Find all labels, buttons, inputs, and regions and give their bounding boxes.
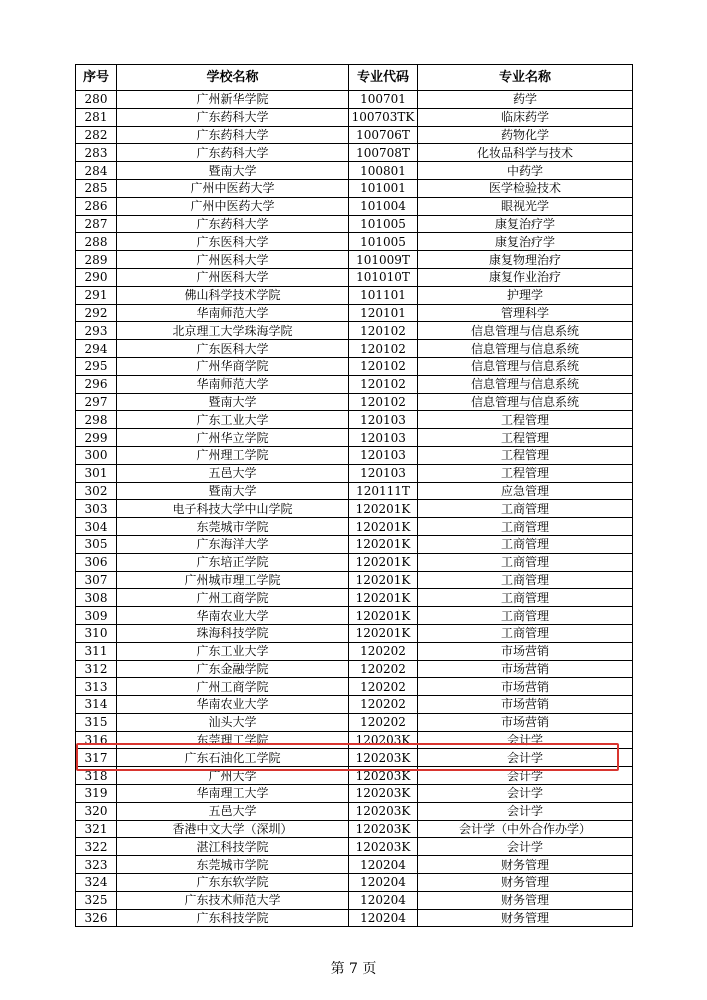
cell-seq: 320 bbox=[76, 802, 117, 820]
table-row bbox=[76, 874, 633, 892]
cell-school-name: 广州华立学院 bbox=[117, 429, 349, 447]
table-row bbox=[76, 375, 633, 393]
cell-major-code: 120204 bbox=[349, 856, 418, 874]
cell-school-name: 广东东软学院 bbox=[117, 874, 349, 892]
cell-major-name: 市场营销 bbox=[418, 660, 633, 678]
cell-school-name: 东莞城市学院 bbox=[117, 856, 349, 874]
cell-seq: 310 bbox=[76, 624, 117, 642]
cell-seq: 284 bbox=[76, 162, 117, 180]
cell-major-name: 工程管理 bbox=[418, 411, 633, 429]
cell-major-code: 101001 bbox=[349, 179, 418, 197]
table-row bbox=[76, 820, 633, 838]
cell-school-name: 广东工业大学 bbox=[117, 411, 349, 429]
table-row bbox=[76, 642, 633, 660]
cell-major-code: 101004 bbox=[349, 197, 418, 215]
table-row bbox=[76, 144, 633, 162]
cell-seq: 312 bbox=[76, 660, 117, 678]
cell-school-name: 华南师范大学 bbox=[117, 375, 349, 393]
cell-major-name: 应急管理 bbox=[418, 482, 633, 500]
cell-major-code: 100701 bbox=[349, 91, 418, 109]
cell-seq: 300 bbox=[76, 446, 117, 464]
cell-seq: 323 bbox=[76, 856, 117, 874]
cell-seq: 319 bbox=[76, 785, 117, 803]
cell-school-name: 广东药科大学 bbox=[117, 108, 349, 126]
table-row bbox=[76, 856, 633, 874]
cell-major-name: 工商管理 bbox=[418, 624, 633, 642]
table-row bbox=[76, 713, 633, 731]
cell-major-name: 康复治疗学 bbox=[418, 233, 633, 251]
cell-school-name: 广东海洋大学 bbox=[117, 535, 349, 553]
cell-seq: 307 bbox=[76, 571, 117, 589]
table-row bbox=[76, 304, 633, 322]
cell-major-code: 120201K bbox=[349, 500, 418, 518]
cell-major-name: 信息管理与信息系统 bbox=[418, 357, 633, 375]
table-row bbox=[76, 464, 633, 482]
cell-major-name: 工商管理 bbox=[418, 589, 633, 607]
admissions-table bbox=[75, 64, 633, 927]
cell-major-name: 工商管理 bbox=[418, 553, 633, 571]
cell-major-name: 财务管理 bbox=[418, 874, 633, 892]
cell-major-name: 康复作业治疗 bbox=[418, 268, 633, 286]
cell-school-name: 广州医科大学 bbox=[117, 251, 349, 269]
cell-major-code: 120201K bbox=[349, 571, 418, 589]
cell-school-name: 汕头大学 bbox=[117, 713, 349, 731]
cell-seq: 303 bbox=[76, 500, 117, 518]
cell-seq: 305 bbox=[76, 535, 117, 553]
table-row bbox=[76, 909, 633, 927]
cell-school-name: 湛江科技学院 bbox=[117, 838, 349, 856]
cell-major-code: 120102 bbox=[349, 393, 418, 411]
cell-major-code: 120204 bbox=[349, 891, 418, 909]
cell-major-name: 市场营销 bbox=[418, 642, 633, 660]
header-school-name: 学校名称 bbox=[117, 65, 349, 91]
cell-seq: 283 bbox=[76, 144, 117, 162]
table-row bbox=[76, 286, 633, 304]
cell-school-name: 广东培正学院 bbox=[117, 553, 349, 571]
table-row bbox=[76, 749, 633, 767]
cell-school-name: 广东药科大学 bbox=[117, 144, 349, 162]
cell-major-code: 120202 bbox=[349, 696, 418, 714]
cell-school-name: 广东医科大学 bbox=[117, 233, 349, 251]
cell-school-name: 广东工业大学 bbox=[117, 642, 349, 660]
table-row bbox=[76, 126, 633, 144]
cell-school-name: 广东技术师范大学 bbox=[117, 891, 349, 909]
cell-major-name: 财务管理 bbox=[418, 891, 633, 909]
cell-major-name: 财务管理 bbox=[418, 909, 633, 927]
cell-seq: 321 bbox=[76, 820, 117, 838]
cell-school-name: 广州新华学院 bbox=[117, 91, 349, 109]
cell-seq: 308 bbox=[76, 589, 117, 607]
cell-major-code: 120201K bbox=[349, 624, 418, 642]
cell-school-name: 暨南大学 bbox=[117, 393, 349, 411]
cell-seq: 286 bbox=[76, 197, 117, 215]
table-row bbox=[76, 553, 633, 571]
cell-school-name: 广州医科大学 bbox=[117, 268, 349, 286]
cell-major-name: 临床药学 bbox=[418, 108, 633, 126]
table-row bbox=[76, 838, 633, 856]
cell-major-name: 会计学 bbox=[418, 802, 633, 820]
cell-school-name: 广东药科大学 bbox=[117, 215, 349, 233]
cell-seq: 294 bbox=[76, 340, 117, 358]
cell-major-name: 会计学 bbox=[418, 767, 633, 785]
table-row bbox=[76, 411, 633, 429]
cell-seq: 297 bbox=[76, 393, 117, 411]
table-row bbox=[76, 215, 633, 233]
cell-major-name: 药物化学 bbox=[418, 126, 633, 144]
cell-seq: 318 bbox=[76, 767, 117, 785]
cell-major-code: 101009T bbox=[349, 251, 418, 269]
cell-seq: 301 bbox=[76, 464, 117, 482]
cell-seq: 326 bbox=[76, 909, 117, 927]
cell-major-name: 康复物理治疗 bbox=[418, 251, 633, 269]
table-row bbox=[76, 535, 633, 553]
cell-seq: 322 bbox=[76, 838, 117, 856]
cell-major-code: 120201K bbox=[349, 535, 418, 553]
cell-school-name: 广州中医药大学 bbox=[117, 197, 349, 215]
cell-major-code: 120202 bbox=[349, 642, 418, 660]
cell-major-name: 市场营销 bbox=[418, 696, 633, 714]
cell-major-code: 120203K bbox=[349, 838, 418, 856]
cell-major-name: 市场营销 bbox=[418, 678, 633, 696]
cell-major-code: 120201K bbox=[349, 589, 418, 607]
table-row bbox=[76, 500, 633, 518]
cell-school-name: 广州城市理工学院 bbox=[117, 571, 349, 589]
table-row bbox=[76, 162, 633, 180]
cell-major-code: 100708T bbox=[349, 144, 418, 162]
cell-major-name: 工程管理 bbox=[418, 464, 633, 482]
table-row bbox=[76, 660, 633, 678]
cell-major-name: 市场营销 bbox=[418, 713, 633, 731]
table-header-row bbox=[76, 65, 633, 91]
cell-major-name: 工商管理 bbox=[418, 607, 633, 625]
table-row bbox=[76, 393, 633, 411]
table-row bbox=[76, 624, 633, 642]
cell-major-code: 120203K bbox=[349, 731, 418, 749]
cell-school-name: 广东石油化工学院 bbox=[117, 749, 349, 767]
cell-major-code: 120202 bbox=[349, 713, 418, 731]
cell-major-name: 会计学（中外合作办学） bbox=[418, 820, 633, 838]
table-row bbox=[76, 340, 633, 358]
cell-seq: 296 bbox=[76, 375, 117, 393]
cell-major-name: 工商管理 bbox=[418, 535, 633, 553]
cell-seq: 293 bbox=[76, 322, 117, 340]
cell-major-name: 信息管理与信息系统 bbox=[418, 375, 633, 393]
cell-major-code: 120203K bbox=[349, 785, 418, 803]
table-row bbox=[76, 233, 633, 251]
table-row bbox=[76, 251, 633, 269]
table-row bbox=[76, 785, 633, 803]
cell-major-code: 100706T bbox=[349, 126, 418, 144]
cell-seq: 304 bbox=[76, 518, 117, 536]
cell-major-name: 信息管理与信息系统 bbox=[418, 340, 633, 358]
cell-seq: 325 bbox=[76, 891, 117, 909]
cell-school-name: 香港中文大学（深圳） bbox=[117, 820, 349, 838]
cell-seq: 295 bbox=[76, 357, 117, 375]
cell-school-name: 东莞城市学院 bbox=[117, 518, 349, 536]
cell-seq: 314 bbox=[76, 696, 117, 714]
cell-school-name: 佛山科学技术学院 bbox=[117, 286, 349, 304]
cell-school-name: 广州工商学院 bbox=[117, 589, 349, 607]
table-row bbox=[76, 357, 633, 375]
cell-school-name: 珠海科技学院 bbox=[117, 624, 349, 642]
header-seq: 序号 bbox=[76, 65, 117, 91]
cell-major-code: 100703TK bbox=[349, 108, 418, 126]
cell-seq: 291 bbox=[76, 286, 117, 304]
cell-seq: 315 bbox=[76, 713, 117, 731]
cell-major-name: 工商管理 bbox=[418, 518, 633, 536]
table-row bbox=[76, 91, 633, 109]
table-row bbox=[76, 607, 633, 625]
cell-major-code: 120103 bbox=[349, 429, 418, 447]
cell-school-name: 华南农业大学 bbox=[117, 696, 349, 714]
cell-seq: 289 bbox=[76, 251, 117, 269]
cell-major-code: 120203K bbox=[349, 749, 418, 767]
cell-major-name: 信息管理与信息系统 bbox=[418, 393, 633, 411]
cell-school-name: 北京理工大学珠海学院 bbox=[117, 322, 349, 340]
table-row bbox=[76, 571, 633, 589]
cell-major-code: 101101 bbox=[349, 286, 418, 304]
cell-major-code: 100801 bbox=[349, 162, 418, 180]
cell-seq: 316 bbox=[76, 731, 117, 749]
cell-school-name: 广东科技学院 bbox=[117, 909, 349, 927]
cell-major-name: 中药学 bbox=[418, 162, 633, 180]
cell-seq: 288 bbox=[76, 233, 117, 251]
cell-school-name: 五邑大学 bbox=[117, 464, 349, 482]
cell-major-name: 工商管理 bbox=[418, 500, 633, 518]
cell-major-name: 管理科学 bbox=[418, 304, 633, 322]
cell-major-code: 120102 bbox=[349, 340, 418, 358]
cell-seq: 292 bbox=[76, 304, 117, 322]
cell-school-name: 广州理工学院 bbox=[117, 446, 349, 464]
cell-major-code: 101010T bbox=[349, 268, 418, 286]
table-row bbox=[76, 891, 633, 909]
cell-major-code: 120203K bbox=[349, 767, 418, 785]
cell-major-name: 工程管理 bbox=[418, 446, 633, 464]
cell-major-name: 化妆品科学与技术 bbox=[418, 144, 633, 162]
table-row bbox=[76, 108, 633, 126]
table-row bbox=[76, 429, 633, 447]
table-row bbox=[76, 678, 633, 696]
cell-major-code: 120103 bbox=[349, 411, 418, 429]
table-row bbox=[76, 446, 633, 464]
cell-seq: 299 bbox=[76, 429, 117, 447]
cell-major-code: 120201K bbox=[349, 607, 418, 625]
cell-school-name: 华南师范大学 bbox=[117, 304, 349, 322]
table-row bbox=[76, 197, 633, 215]
table-row bbox=[76, 268, 633, 286]
table-row bbox=[76, 589, 633, 607]
table-row bbox=[76, 179, 633, 197]
cell-major-code: 120204 bbox=[349, 874, 418, 892]
cell-school-name: 广东金融学院 bbox=[117, 660, 349, 678]
cell-seq: 302 bbox=[76, 482, 117, 500]
cell-major-name: 财务管理 bbox=[418, 856, 633, 874]
cell-seq: 309 bbox=[76, 607, 117, 625]
page-number: 第 7 页 bbox=[330, 961, 377, 977]
cell-seq: 298 bbox=[76, 411, 117, 429]
header-major-name: 专业名称 bbox=[418, 65, 633, 91]
cell-major-code: 120102 bbox=[349, 322, 418, 340]
cell-school-name: 广东药科大学 bbox=[117, 126, 349, 144]
cell-school-name: 电子科技大学中山学院 bbox=[117, 500, 349, 518]
cell-major-name: 护理学 bbox=[418, 286, 633, 304]
cell-major-name: 会计学 bbox=[418, 838, 633, 856]
cell-major-code: 120111T bbox=[349, 482, 418, 500]
cell-seq: 281 bbox=[76, 108, 117, 126]
cell-major-name: 会计学 bbox=[418, 731, 633, 749]
cell-major-name: 药学 bbox=[418, 91, 633, 109]
cell-major-code: 120203K bbox=[349, 802, 418, 820]
table-row bbox=[76, 802, 633, 820]
cell-school-name: 广州中医药大学 bbox=[117, 179, 349, 197]
cell-school-name: 广州工商学院 bbox=[117, 678, 349, 696]
cell-seq: 280 bbox=[76, 91, 117, 109]
cell-major-code: 120201K bbox=[349, 518, 418, 536]
cell-school-name: 东莞理工学院 bbox=[117, 731, 349, 749]
cell-major-code: 120102 bbox=[349, 375, 418, 393]
cell-major-name: 眼视光学 bbox=[418, 197, 633, 215]
cell-major-code: 120103 bbox=[349, 464, 418, 482]
cell-seq: 282 bbox=[76, 126, 117, 144]
cell-school-name: 广州华商学院 bbox=[117, 357, 349, 375]
cell-major-name: 会计学 bbox=[418, 749, 633, 767]
cell-school-name: 华南理工大学 bbox=[117, 785, 349, 803]
header-major-code: 专业代码 bbox=[349, 65, 418, 91]
cell-major-code: 120204 bbox=[349, 909, 418, 927]
cell-seq: 313 bbox=[76, 678, 117, 696]
cell-major-code: 101005 bbox=[349, 233, 418, 251]
cell-major-code: 101005 bbox=[349, 215, 418, 233]
cell-school-name: 广州大学 bbox=[117, 767, 349, 785]
cell-major-name: 康复治疗学 bbox=[418, 215, 633, 233]
cell-major-name: 医学检验技术 bbox=[418, 179, 633, 197]
table-body bbox=[76, 91, 633, 927]
cell-seq: 287 bbox=[76, 215, 117, 233]
table-row bbox=[76, 767, 633, 785]
cell-major-name: 工程管理 bbox=[418, 429, 633, 447]
cell-seq: 306 bbox=[76, 553, 117, 571]
cell-school-name: 华南农业大学 bbox=[117, 607, 349, 625]
table-row bbox=[76, 518, 633, 536]
cell-seq: 324 bbox=[76, 874, 117, 892]
cell-major-code: 120202 bbox=[349, 678, 418, 696]
cell-school-name: 暨南大学 bbox=[117, 162, 349, 180]
cell-seq: 290 bbox=[76, 268, 117, 286]
cell-major-code: 120102 bbox=[349, 357, 418, 375]
cell-seq: 311 bbox=[76, 642, 117, 660]
cell-seq: 317 bbox=[76, 749, 117, 767]
table-row bbox=[76, 696, 633, 714]
cell-major-code: 120202 bbox=[349, 660, 418, 678]
cell-major-name: 会计学 bbox=[418, 785, 633, 803]
table-row bbox=[76, 731, 633, 749]
table-row bbox=[76, 482, 633, 500]
cell-school-name: 广东医科大学 bbox=[117, 340, 349, 358]
table-row bbox=[76, 322, 633, 340]
cell-school-name: 暨南大学 bbox=[117, 482, 349, 500]
cell-major-code: 120203K bbox=[349, 820, 418, 838]
cell-seq: 285 bbox=[76, 179, 117, 197]
cell-major-name: 信息管理与信息系统 bbox=[418, 322, 633, 340]
cell-major-name: 工商管理 bbox=[418, 571, 633, 589]
cell-major-code: 120201K bbox=[349, 553, 418, 571]
cell-major-code: 120101 bbox=[349, 304, 418, 322]
cell-major-code: 120103 bbox=[349, 446, 418, 464]
cell-school-name: 五邑大学 bbox=[117, 802, 349, 820]
